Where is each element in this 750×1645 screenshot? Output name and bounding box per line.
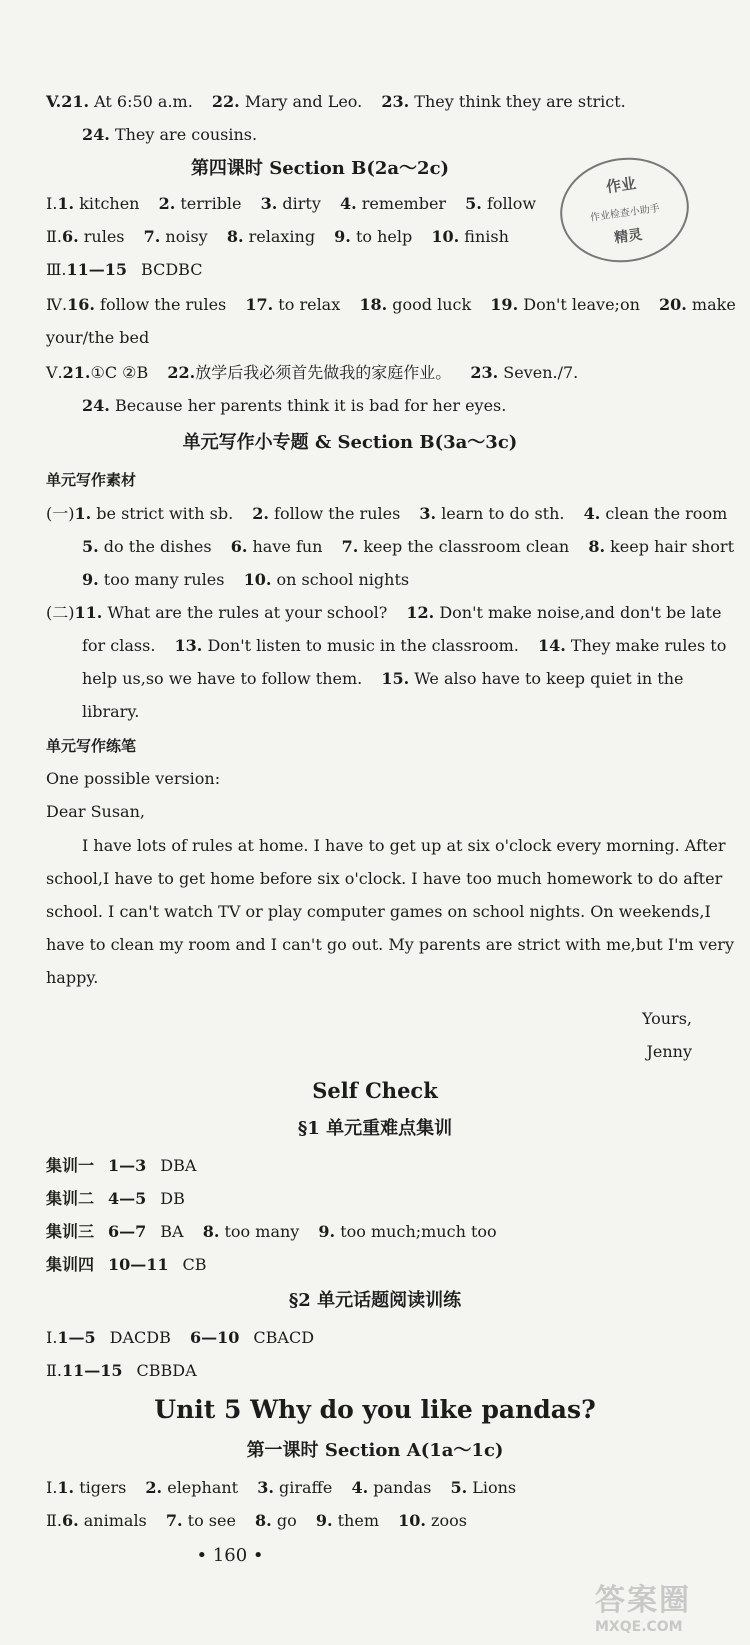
unit-title: Unit 5 Why do you like pandas?	[154, 1395, 596, 1424]
answer-line: help us,so we have to follow them. 15. We also have to keep quiet in the	[82, 669, 684, 688]
answer-line: Ⅱ.6. rules 7. noisy 8. relaxing 9. to help 10. finish	[46, 227, 509, 246]
text-line: I have lots of rules at home. I have to get up at six o'clock every morning. After	[82, 836, 726, 855]
letter-signature: Jenny	[646, 1042, 692, 1061]
answer-line: 24. They are cousins.	[82, 125, 258, 144]
page-number: • 160 •	[196, 1545, 264, 1566]
site-watermark: 答案圈 MXQE.COM	[595, 1583, 691, 1635]
answer-line: V.21. At 6:50 a.m. 22. Mary and Leo. 23. They think they are strict.	[46, 92, 626, 111]
text-line: Dear Susan,	[46, 802, 145, 821]
answer-line: Ⅱ.11—15 CBBDA	[46, 1361, 197, 1380]
answer-line: 9. too many rules 10. on school nights	[82, 570, 410, 589]
homework-stamp: 作业 作业检查小助手 精灵	[553, 150, 695, 271]
answer-line: Ⅰ.1. tigers 2. elephant 3. giraffe 4. pandas 5. Lions	[46, 1478, 517, 1497]
section-subtitle: §2 单元话题阅读训练	[288, 1290, 462, 1311]
answer-line: 5. do the dishes 6. have fun 7. keep the classroom clean 8. keep hair short	[82, 537, 734, 556]
answer-line: (二)11. What are the rules at your school? 12. Don't make noise,and don't be late	[46, 603, 722, 622]
text-line: have to clean my room and I can't go out. My parents are strict with me,but I'm very	[46, 935, 734, 954]
section-title: Self Check	[312, 1078, 438, 1103]
answer-line: Ⅱ.6. animals 7. to see 8. go 9. them 10. zoos	[46, 1511, 467, 1530]
section-title: 第四课时 Section B(2a～2c)	[190, 158, 450, 179]
sub-label: 单元写作素材	[46, 471, 137, 489]
answer-line: Ⅰ.1. kitchen 2. terrible 3. dirty 4. remember 5. follow	[46, 194, 537, 213]
sub-label: 单元写作练笔	[46, 737, 137, 755]
answer-line: Ⅲ.11—15 BCDBC	[46, 260, 203, 279]
answer-line: (一)1. be strict with sb. 2. follow the rules 3. learn to do sth. 4. clean the room	[46, 504, 728, 523]
answer-line: library.	[82, 702, 140, 721]
answer-line: your/the bed	[46, 328, 150, 347]
answer-line: 集训二 4—5 DB	[46, 1189, 185, 1208]
section-subtitle: §1 单元重难点集训	[297, 1118, 453, 1139]
answer-line: Ⅰ.1—5 DACDB 6—10 CBACD	[46, 1328, 315, 1347]
section-title: 第一课时 Section A(1a～1c)	[246, 1440, 504, 1461]
section-title: 单元写作小专题 & Section B(3a～3c)	[182, 432, 518, 453]
answer-line: Ⅳ.16. follow the rules 17. to relax 18. good luck 19. Don't leave;on 20. make	[46, 295, 736, 314]
text-line: One possible version:	[46, 769, 221, 788]
text-line: happy.	[46, 968, 99, 987]
answer-line: for class. 13. Don't listen to music in the classroom. 14. They make rules to	[82, 636, 727, 655]
answer-line: Ⅴ.21.①C ②B 22.放学后我必须首先做我的家庭作业。 23. Seven./7.	[46, 363, 579, 382]
letter-closing: Yours,	[641, 1009, 692, 1028]
text-line: school,I have to get home before six o'clock. I have too much homework to do after	[46, 869, 723, 888]
text-line: school. I can't watch TV or play computer games on school nights. On weekends,I	[46, 902, 711, 921]
answer-line: 集训三 6—7 BA 8. too many 9. too much;much too	[46, 1222, 497, 1241]
answer-line: 集训一 1—3 DBA	[46, 1156, 197, 1175]
answer-line: 24. Because her parents think it is bad for her eyes.	[82, 396, 507, 415]
answer-line: 集训四 10—11 CB	[46, 1255, 207, 1274]
